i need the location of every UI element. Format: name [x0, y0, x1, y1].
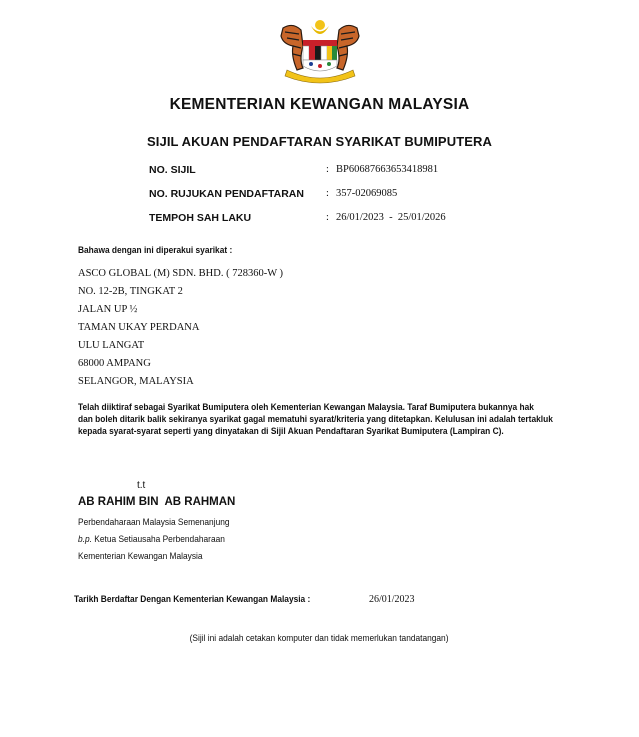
field-label-registration-ref: NO. RUJUKAN PENDAFTARAN	[149, 188, 304, 200]
registration-date-value: 26/01/2023	[369, 594, 415, 605]
footer-note-text: (Sijil ini adalah cetakan komputer dan tidak memerlukan tandatangan)	[190, 633, 449, 644]
signer-name: AB RAHIM BIN AB RAHMAN	[78, 496, 236, 508]
company-name: ASCO GLOBAL (M) SDN. BHD. ( 728360-W )	[78, 268, 284, 279]
address-line: NO. 12-2B, TINGKAT 2	[78, 286, 183, 297]
registration-date-label: Tarikh Berdaftar Dengan Kementerian Kewangan Malaysia :	[74, 594, 311, 605]
malaysia-coat-of-arms-icon	[273, 16, 367, 84]
certification-intro: Bahawa dengan ini diperakui syarikat :	[78, 245, 233, 256]
field-label-validity-period: TEMPOH SAH LAKU	[149, 212, 252, 224]
address-line: JALAN UP ½	[78, 304, 138, 315]
statement-line: Telah diiktiraf sebagai Syarikat Bumiputera oleh Kementerian Kewangan Malaysia. Taraf Bumiputera bukannya hak	[78, 402, 534, 413]
footer-note	[0, 633, 639, 644]
field-label-cert-no: NO. SIJIL	[149, 164, 196, 176]
sun-icon	[315, 20, 325, 30]
signer-role-text: Ketua Setiausaha Perbendaharaan	[91, 534, 225, 545]
ministry-title: KEMENTERIAN KEWANGAN MALAYSIA	[169, 96, 470, 113]
signer-office: Perbendaharaan Malaysia Semenanjung	[78, 517, 230, 528]
field-colon: :	[326, 212, 329, 223]
field-value-cert-no: BP60687663653418981	[336, 164, 439, 175]
field-colon: :	[326, 188, 329, 199]
signature-tt: t.t	[137, 480, 146, 491]
field-value-registration-ref: 357-02069085	[336, 188, 398, 199]
address-line: ULU LANGAT	[78, 340, 145, 351]
address-line: 68000 AMPANG	[78, 358, 151, 369]
statement-line: kepada syarat-syarat seperti yang dinyatakan di Sijil Akuan Pendaftaran Syarikat Bumiputera (Lampiran C).	[78, 426, 504, 437]
recognition-statement	[78, 402, 553, 438]
field-value-validity-period: 26/01/2023 - 25/01/2026	[336, 212, 446, 223]
signer-ministry: Kementerian Kewangan Malaysia	[78, 551, 203, 562]
bp-prefix: b.p.	[78, 534, 92, 545]
statement-line: dan boleh ditarik balik sekiranya syarikat gagal mematuhi syarat/kriteria yang ditetapkan. Kelulusan ini adalah tertakluk	[78, 414, 553, 425]
field-colon: :	[326, 164, 329, 175]
signer-role	[78, 534, 225, 545]
certificate-title: SIJIL AKUAN PENDAFTARAN SYARIKAT BUMIPUTERA	[147, 134, 492, 149]
address-line: SELANGOR, MALAYSIA	[78, 376, 194, 387]
address-line: TAMAN UKAY PERDANA	[78, 322, 200, 333]
